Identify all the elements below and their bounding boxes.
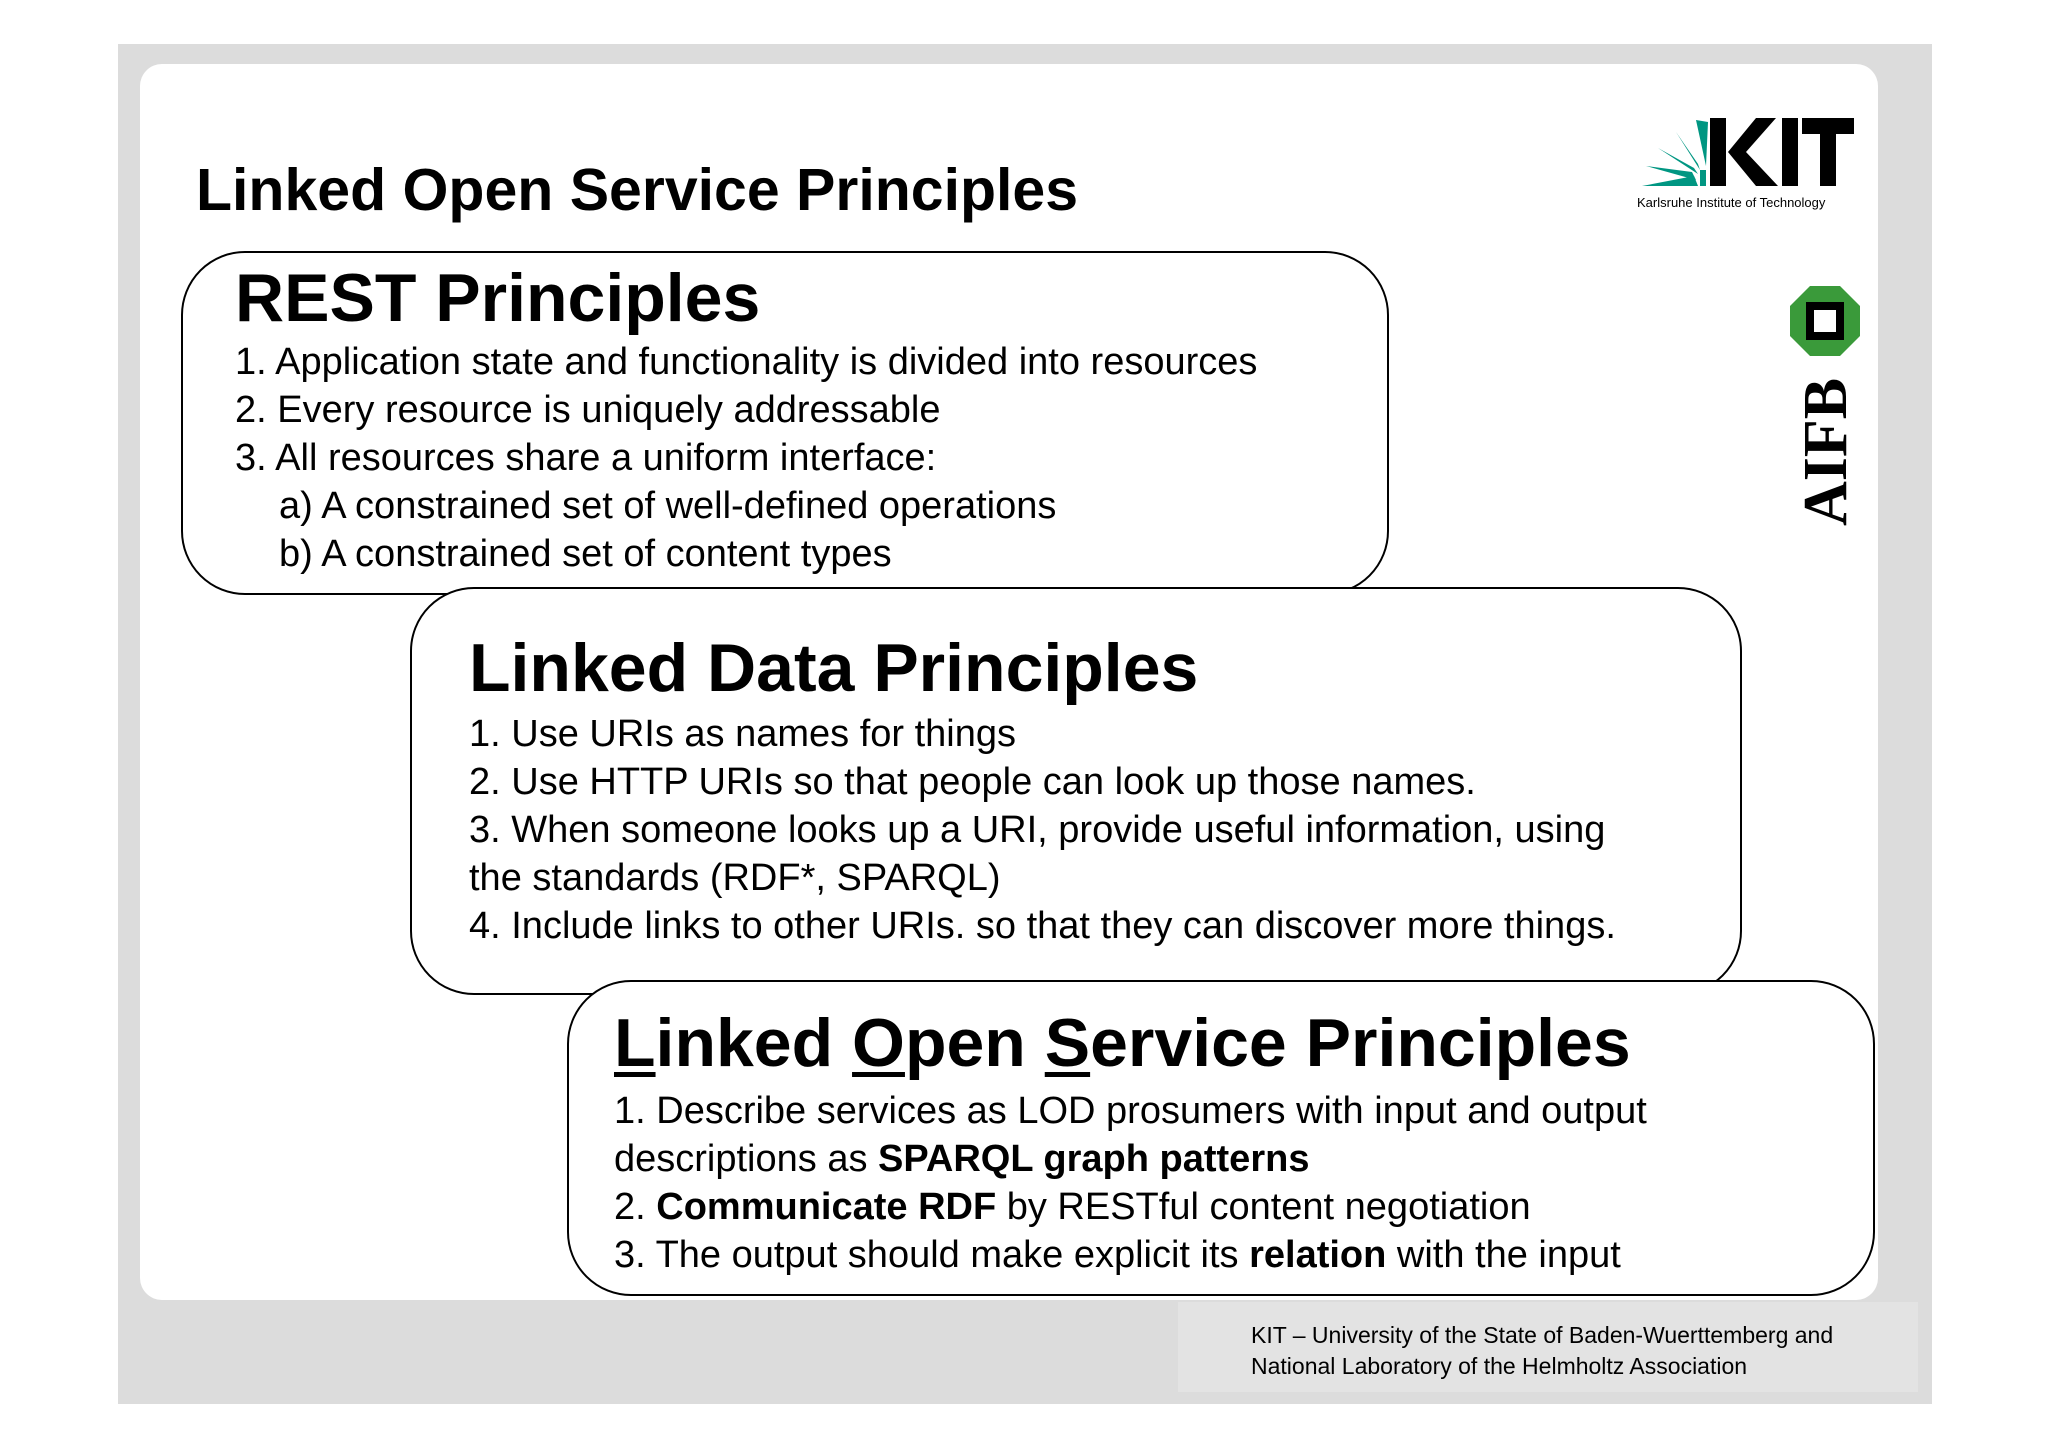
list-item: 3. When someone looks up a URI, provide useful information, using (469, 809, 1606, 851)
rest-principles-list (235, 338, 1257, 578)
title-underlined-letter: O (852, 1005, 905, 1081)
footer-line: National Laboratory of the Helmholtz Association (1251, 1353, 1748, 1379)
list-item: 2. Use HTTP URIs so that people can look up those names. (469, 761, 1476, 803)
list-item: 2. Every resource is uniquely addressable (235, 389, 941, 431)
los-principles-box (567, 980, 1875, 1296)
item-text: by RESTful content negotiation (996, 1186, 1531, 1228)
los-principles-list (614, 1087, 1647, 1279)
title-text: inked (655, 1005, 853, 1081)
item-text: 3. The output should make explicit its (614, 1234, 1250, 1276)
linked-data-principles-title: Linked Data Principles (469, 630, 1199, 706)
item-text: 2. (614, 1186, 657, 1228)
kit-wordmark (1710, 118, 1854, 186)
item-text: with the input (1386, 1234, 1621, 1276)
aifb-square-icon (1790, 286, 1860, 356)
aifb-wordmark: AIFB (1792, 377, 1860, 526)
kit-tagline: Karlsruhe Institute of Technology (1637, 195, 1826, 210)
rest-principles-title: REST Principles (235, 260, 761, 336)
list-item-continuation: the standards (RDF*, SPARQL) (469, 857, 1001, 899)
list-item: 1. Use URIs as names for things (469, 713, 1016, 755)
item-emphasis: Communicate RDF (656, 1186, 997, 1228)
list-item: 1. Describe services as LOD prosumers with input and output (614, 1090, 1647, 1132)
list-subitem: b) A constrained set of content types (279, 533, 892, 575)
list-subitem: a) A constrained set of well-defined operations (279, 485, 1057, 527)
list-item (614, 1183, 1647, 1231)
item-emphasis: SPARQL graph patterns (878, 1138, 1310, 1180)
list-item: 3. All resources share a uniform interface: (235, 437, 937, 479)
title-underlined-letter: L (614, 1005, 656, 1081)
list-item: 1. Application state and functionality is divided into resources (235, 341, 1258, 383)
los-principles-title (614, 1004, 1631, 1082)
list-item (614, 1231, 1647, 1279)
item-text: descriptions as (614, 1138, 879, 1180)
linked-data-principles-list (469, 710, 1616, 950)
aifb-logo (1790, 286, 1860, 526)
linked-data-principles-box (410, 587, 1742, 995)
kit-fan-icon (1642, 120, 1708, 186)
title-text: pen (904, 1005, 1045, 1081)
rest-principles-box (181, 251, 1389, 595)
title-text: ervice Principles (1090, 1005, 1631, 1081)
footer-text (1251, 1320, 1833, 1382)
list-item: 4. Include links to other URIs. so that they can discover more things. (469, 905, 1616, 947)
list-item-continuation (614, 1135, 1647, 1183)
title-underlined-letter: S (1044, 1005, 1091, 1081)
page-title: Linked Open Service Principles (196, 157, 1079, 223)
footer-line: KIT – University of the State of Baden-Wuerttemberg and (1251, 1322, 1834, 1348)
item-emphasis: relation (1249, 1234, 1387, 1276)
